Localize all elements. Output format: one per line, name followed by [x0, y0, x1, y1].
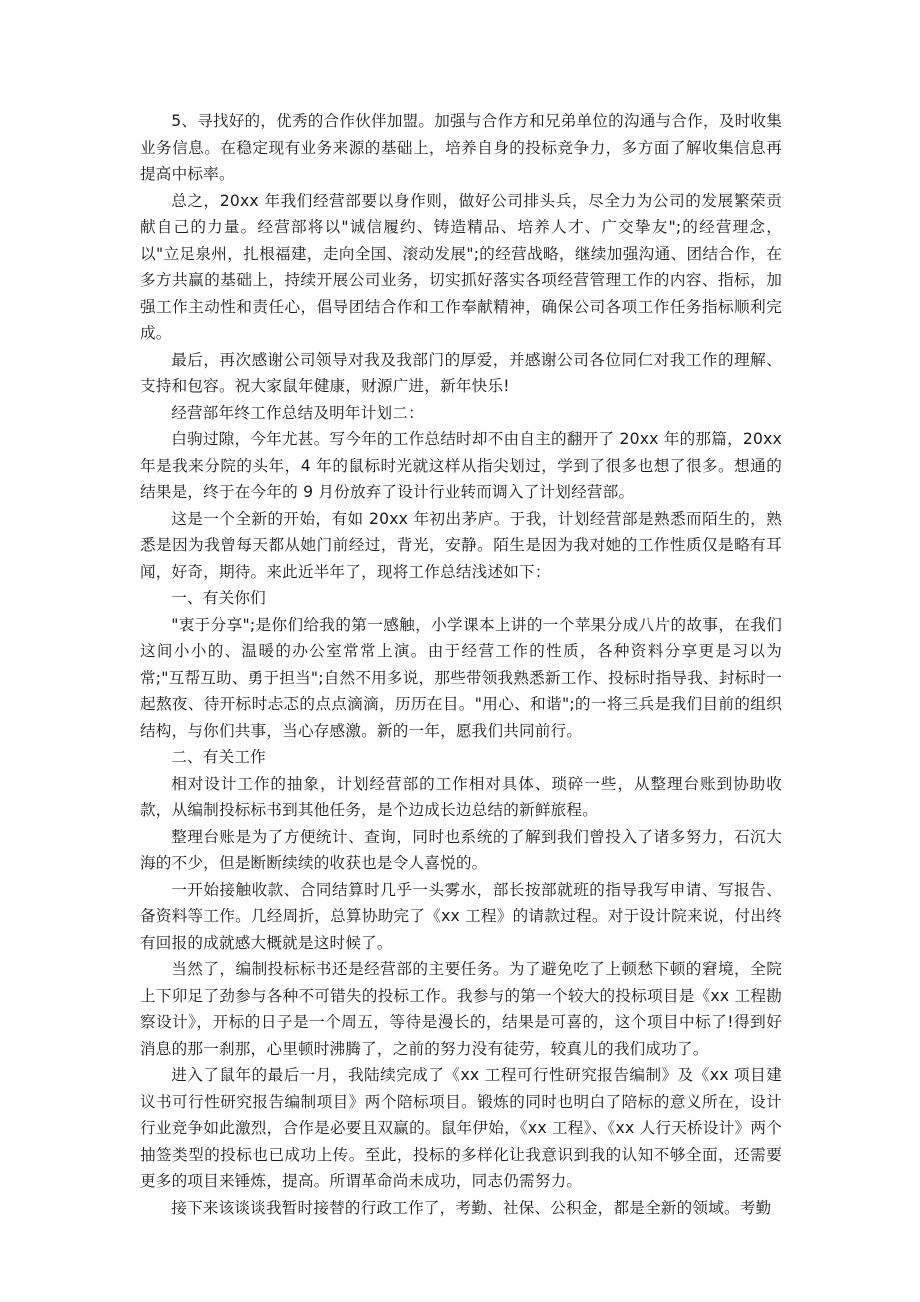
paragraph-11: 整理台账是为了方便统计、查询，同时也系统的了解到我们曾投入了诸多努力，石沉大海的不少，但是断断续续的收获也是令人喜悦的。 — [140, 827, 782, 872]
section-title: 经营部年终工作总结及明年计划二： — [171, 403, 424, 422]
heading-2: 二、有关工作 — [171, 748, 266, 766]
paragraph-6: 这是一个全新的开始，有如 20xx 年初出茅庐。于我，计划经营部是熟悉而陌生的，熟悉是因为我曾每天都从她门前经过，背光，安静。陌生是因为我对她的工作性质仅是略有耳闻，好奇，期待。来此近半年了，现将工作总结浅述如下： — [140, 509, 782, 581]
heading-1: 一、有关你们 — [171, 589, 266, 607]
paragraph-2: 总之，20xx 年我们经营部要以身作则，做好公司排头兵，尽全力为公司的发展繁荣贡献自己的力量。经营部将以"诚信履约、铸造精品、培养人才、广交挚友";的经营理念，以"立足泉州，扎根福建，走向全国、滚动发展";的经营战略，继续加强沟通、团结合作，在多方共赢的基础上，持续开展公司业务，切实抓好落实各项经营管理工作的内容、指标，加强工作主动性和责任心，倡导团结合作和工作奉献精神，确保公司各项工作任务指标顺利完成。 — [140, 191, 782, 342]
document-body — [140, 108, 782, 1221]
paragraph-13: 当然了，编制投标标书还是经营部的主要任务。为了避免吃了上顿愁下顿的窘境，全院上下卯足了劲参与各种不可错失的投标工作。我参与的第一个较大的投标项目是《xx 工程勘察设计》，开标的日子是一个周五，等待是漫长的，结果是可喜的，这个项目中标了!得到好消息的那一刹那，心里顿时沸腾了，之前的努力没有徒劳，较真儿的我们成功了。 — [140, 960, 782, 1058]
paragraph-3: 最后，再次感谢公司领导对我及我部门的厚爱，并感谢公司各位同仁对我工作的理解、支持和包容。祝大家鼠年健康，财源广进，新年快乐! — [140, 350, 782, 395]
paragraph-8: "衷于分享";是你们给我的第一感触，小学课本上讲的一个苹果分成八片的故事，在我们这间小小的、温暖的办公室常常上演。由于经营工作的性质，各种资料分享更是习以为常;"互帮互助、勇于担当";自然不用多说，那些带领我熟悉新工作、投标时指导我、封标时一起熬夜、待开标时忐忑的点点滴滴，历历在目。"用心、和谐";的一将三兵是我们目前的组织结构，与你们共事，当心存感激。新的一年，愿我们共同前行。 — [140, 615, 782, 740]
paragraph-5: 白驹过隙，今年尤甚。写今年的工作总结时却不由自主的翻开了 20xx 年的那篇，20xx 年是我来分院的头年，4 年的鼠标时光就这样从指尖划过，学到了很多也想了很多。想通的结果是，终于在今年的 9 月份放弃了设计行业转而调入了计划经营部。 — [140, 430, 782, 501]
paragraph-10: 相对设计工作的抽象，计划经营部的工作相对具体、琐碎一些，从整理台账到协助收款，从编制投标标书到其他任务，是个边成长边总结的新鲜旅程。 — [140, 774, 782, 819]
paragraph-15: 接下来该谈谈我暂时接替的行政工作了，考勤、社保、公积金，都是全新的领域。考勤 — [171, 1198, 772, 1217]
paragraph-14: 进入了鼠年的最后一月，我陆续完成了《xx 工程可行性研究报告编制》及《xx 项目建议书可行性研究报告编制项目》两个陪标项目。锻炼的同时也明白了陪标的意义所在，设计行业竞争如此激烈，合作是必要且双赢的。鼠年伊始，《xx 工程》、《xx 人行天桥设计》两个抽签类型的投标也已成功上传。至此，投标的多样化让我意识到我的认知不够全面，还需要更多的项目来锤炼，提高。所谓革命尚未成功，同志仍需努力。 — [140, 1066, 782, 1190]
paragraph-1: 5、寻找好的，优秀的合作伙伴加盟。加强与合作方和兄弟单位的沟通与合作，及时收集业务信息。在稳定现有业务来源的基础上，培养自身的投标竞争力，多方面了解收集信息再提高中标率。 — [140, 112, 782, 183]
paragraph-12: 一开始接触收款、合同结算时几乎一头雾水，部长按部就班的指导我写申请、写报告、备资料等工作。几经周折，总算协助完了《xx 工程》的请款过程。对于设计院来说，付出终有回报的成就感大概就是这时候了。 — [140, 880, 782, 952]
